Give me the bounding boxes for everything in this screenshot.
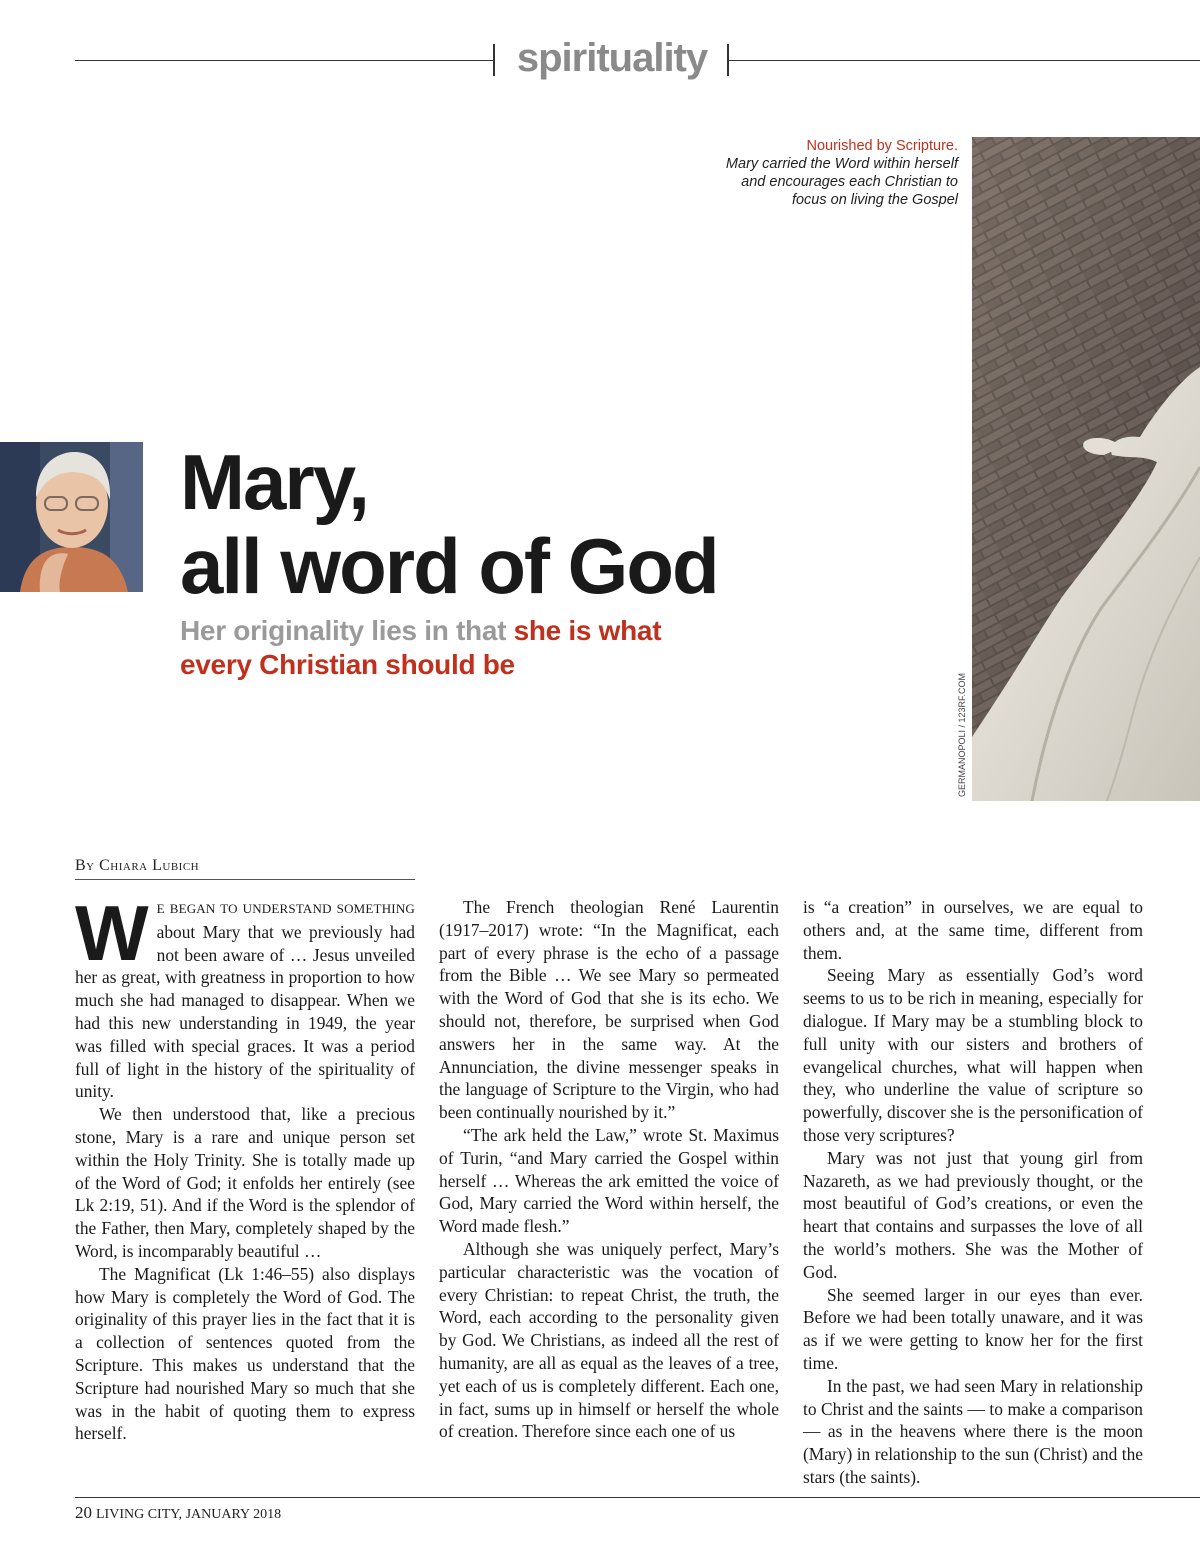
author-portrait <box>0 442 143 592</box>
article-subtitle <box>180 614 740 682</box>
paragraph: “The ark held the Law,” wrote St. Maximus of Turin, “and Mary carried the Gospel within herself … Whereas the ark emitted the voice of God, Mary carried the Word within herself, the Word made flesh.” <box>439 1124 779 1237</box>
header-rule-left <box>75 60 493 61</box>
body-column-2 <box>439 896 779 1443</box>
paragraph: WE BEGAN TO UNDERSTAND SOMETHING about Mary that we previously had not been aware of … Jesus unveiled her as great, with greatness in proportion to how much she had managed to disappear. When we had this new understanding in 1949, the year was filled with special graces. It was a period full of light in the history of the spirituality of unity. <box>75 889 415 1102</box>
paragraph: Seeing Mary as essentially God’s word seems to us to be rich in meaning, especially for dialogue. If Mary may be a stumbling block to full unity with our sisters and brothers of evangelical churches, what will happen when they, who underline the value of scripture so powerfully, discover she is the personification of those very scriptures? <box>803 965 1143 1145</box>
article-title <box>180 440 718 608</box>
page-number: 20 <box>75 1503 92 1522</box>
drop-cap: W <box>75 889 149 977</box>
paragraph: In the past, we had seen Mary in relationship to Christ and the saints — to make a comparison — as in the heavens where there is the moon (Mary) in relationship to the sun (Christ) and the stars (the saints). <box>803 1375 1143 1487</box>
subtitle-red: she is what every Christian should be <box>180 615 662 680</box>
header-tick-left <box>493 44 495 76</box>
paragraph: We then understood that, like a precious stone, Mary is a rare and unique person set within the Holy Trinity. She is totally made up of the Word of God; it enfolds her entirely (see Lk 2:19, 51). And if the Word is the splendor of the Father, then Mary, completely shaped by the Word, is incomparably beautiful … <box>75 1104 415 1261</box>
body-column-3 <box>803 896 1143 1489</box>
paragraph: is “a creation” in ourselves, we are equal to others and, at the same time, different from them. <box>803 897 1143 963</box>
article-photo <box>972 137 1200 801</box>
publication-name: LIVING CITY, JANUARY 2018 <box>96 1507 282 1522</box>
paragraph: Mary was not just that young girl from Nazareth, as we had previously thought, or the most beautiful of God’s creations, or even the heart that contains and surpasses the love of all the world’s mothers. She was the Mother of God. <box>803 1147 1143 1282</box>
subtitle-grey: Her originality lies in that <box>180 615 514 646</box>
title-line-1: Mary, <box>180 438 368 526</box>
paragraph: The French theologian René Laurentin (1917–2017) wrote: “In the Magnificat, each part of every phrase is the echo of a passage from the Bible … We see Mary so permeated with the Word of God that she is its echo. We should not, therefore, be surprised when God answers her in the same way. At the Annunciation, the divine messenger speaks in the language of Scripture to the Virgin, who had been continually nourished by it.” <box>439 897 779 1123</box>
photo-caption <box>718 137 958 209</box>
folio <box>75 1503 281 1523</box>
caption-body: Mary carried the Word within herself and encourages each Christian to focus on living the Gospel <box>725 156 958 208</box>
paragraph: Although she was uniquely perfect, Mary’s particular characteristic was the vocation of every Christian: to repeat Christ, the truth, the Word, each according to the personality given by God. We Christians, as indeed all the rest of humanity, are all as equal as the leaves of a tree, yet each of us is completely different. Each one, in fact, sums up in himself or herself the whole of creation. Therefore since each one of us <box>439 1238 779 1442</box>
paragraph: The Magnificat (Lk 1:46–55) also displays how Mary is completely the Word of God. The originality of this prayer lies in the fact that it is a collection of sentences quoted from the Scripture. This makes us understand that the Scripture had nourished Mary so much that she was in the habit of quoting them to express herself. <box>75 1263 415 1444</box>
title-line-2: all word of God <box>180 522 718 610</box>
byline: By Chiara Lubich <box>75 857 200 874</box>
footer-rule <box>75 1497 1200 1498</box>
photo-credit: GERMANOPOLI / 123RF.COM <box>957 672 967 797</box>
caption-title: Nourished by Scripture. <box>806 138 958 154</box>
paragraph: She seemed larger in our eyes than ever. Before we had been totally unaware, and it was as if we were getting to know her for the first time. <box>803 1284 1143 1373</box>
byline-rule <box>75 879 415 880</box>
body-column-1 <box>75 889 415 1445</box>
header-rule-right <box>729 60 1200 61</box>
section-label: spirituality <box>516 36 708 80</box>
lead-in: E BEGAN TO UNDERSTAND SOMETHING <box>156 901 415 916</box>
